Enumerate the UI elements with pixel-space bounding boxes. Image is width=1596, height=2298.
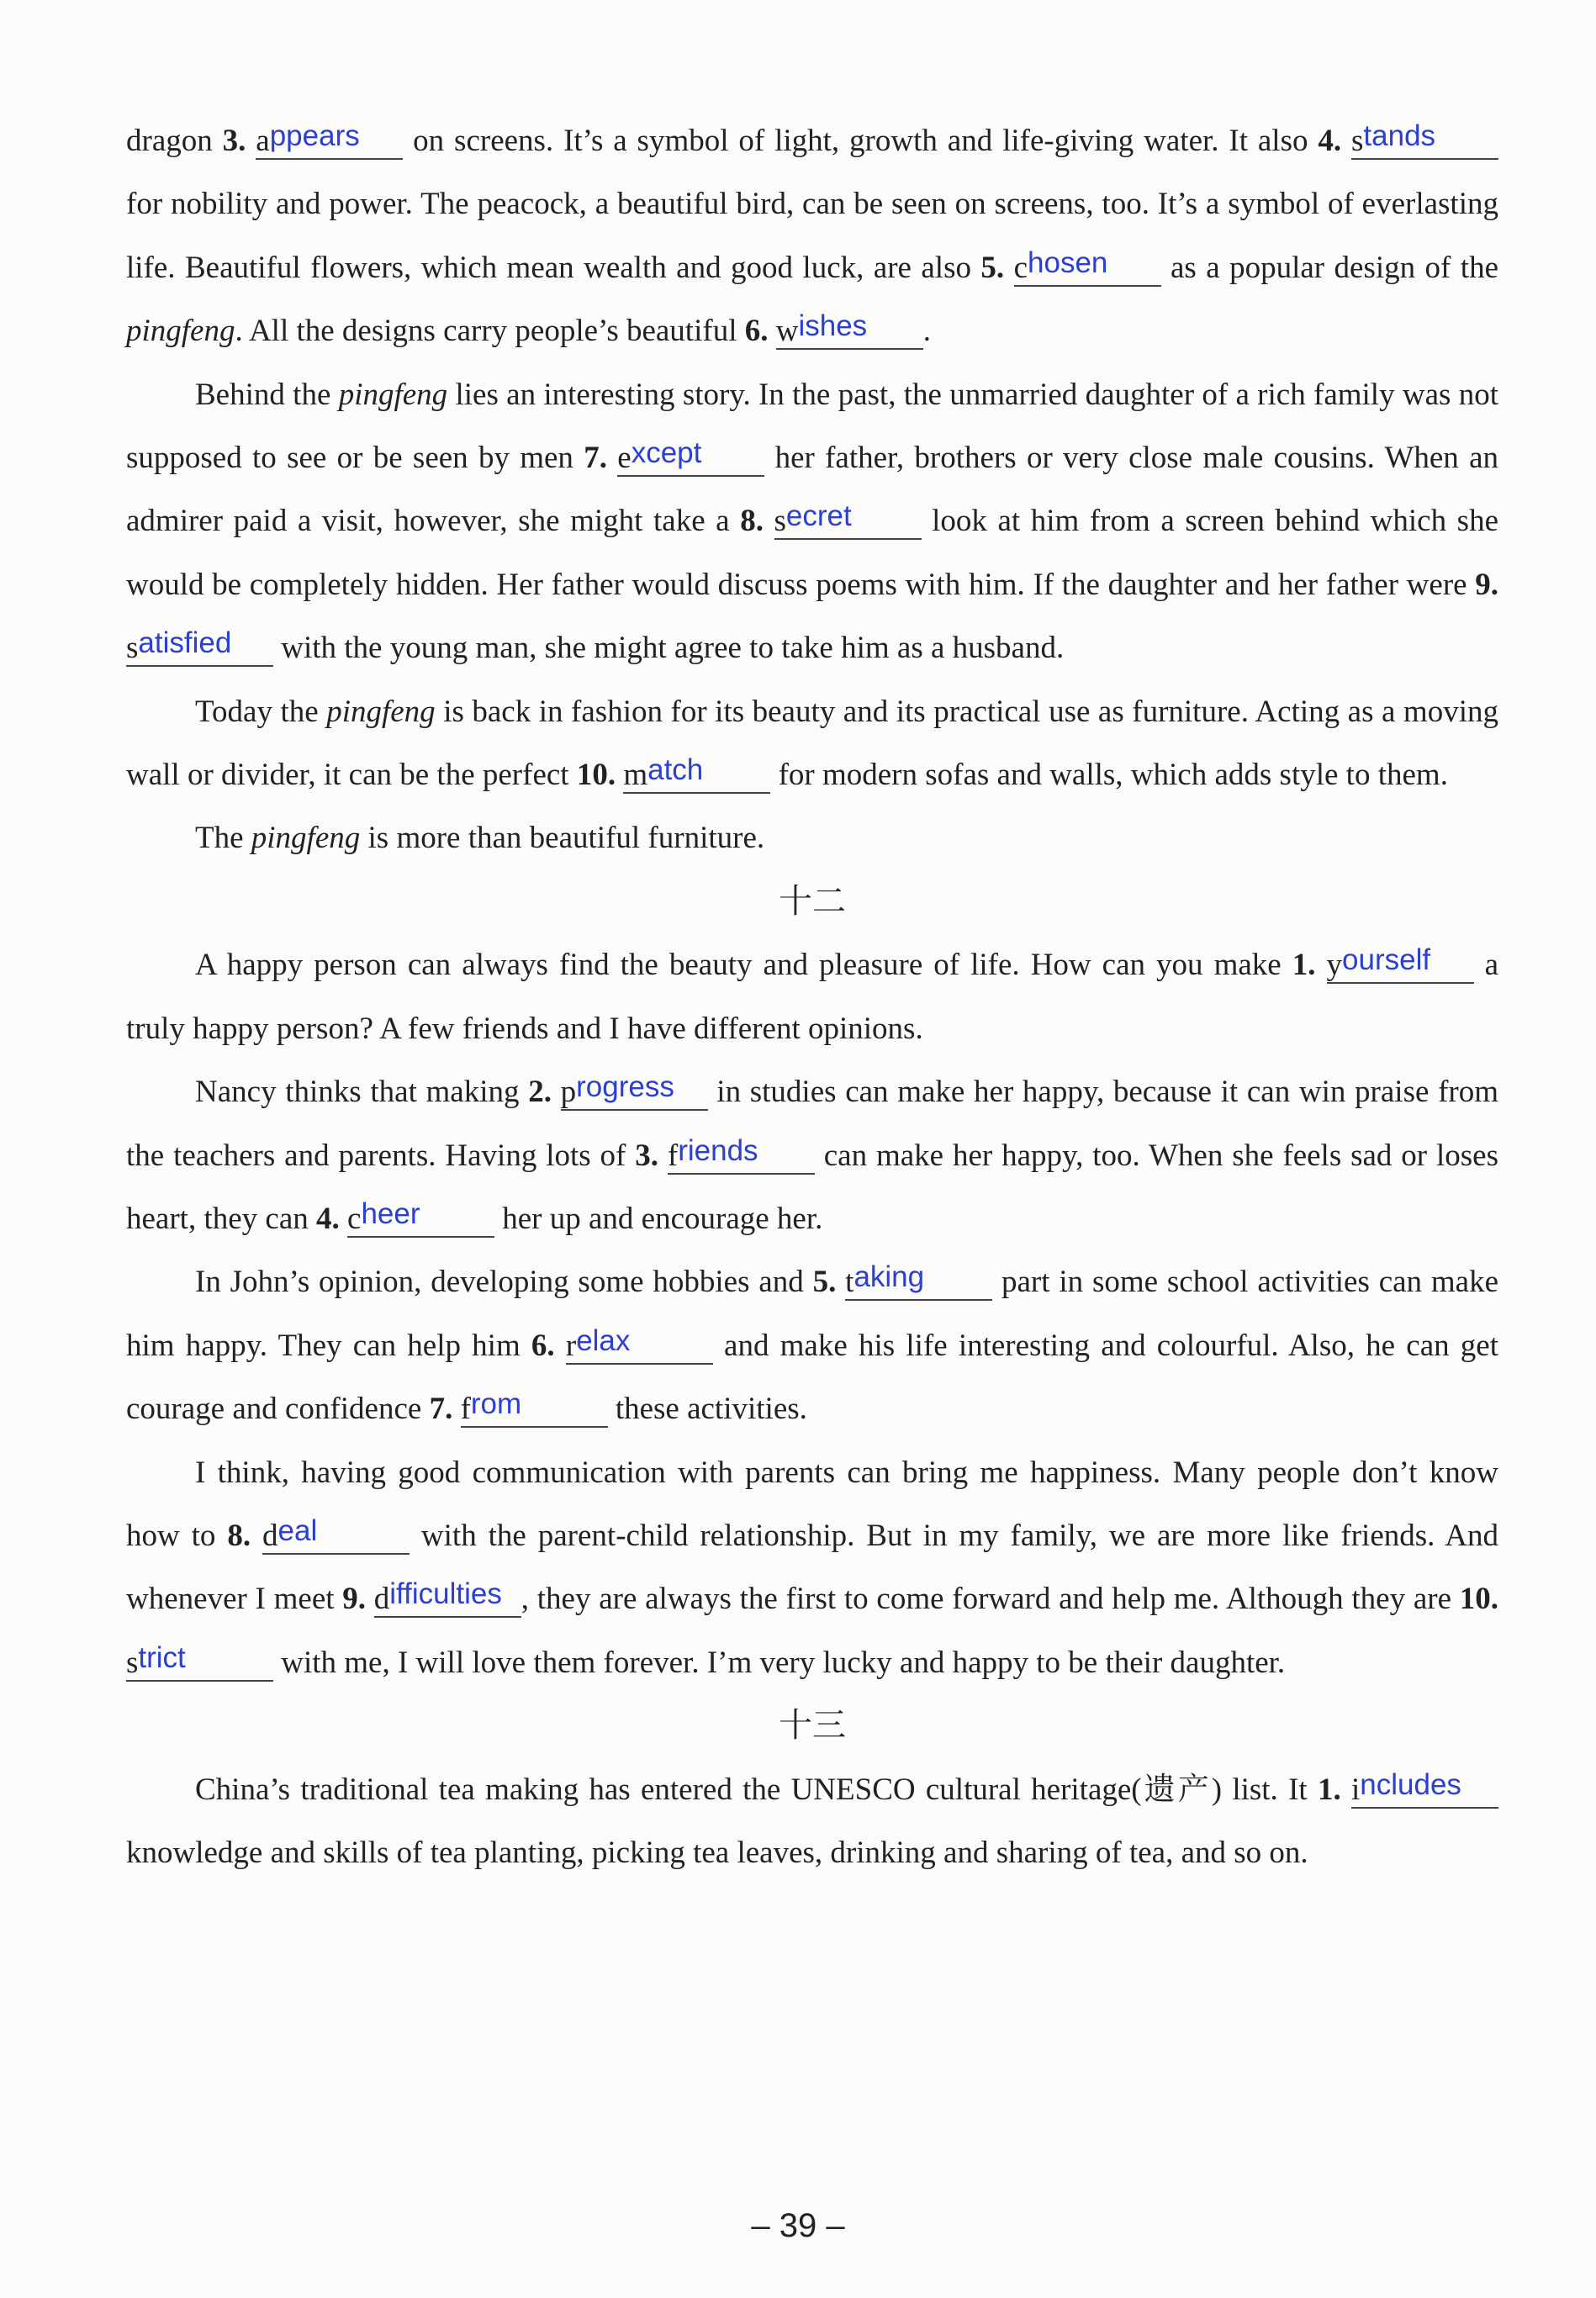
question-number: 10. <box>576 758 616 793</box>
handwritten-answer: ncludes <box>1360 1767 1461 1801</box>
question-number: 2. <box>528 1075 552 1110</box>
question-number: 6. <box>531 1328 555 1363</box>
question-number: 8. <box>227 1518 251 1553</box>
question-number: 8. <box>740 504 764 539</box>
question-number: 5. <box>812 1265 837 1300</box>
passage11-paragraph-2: Behind the pingfeng lies an interesting story. In the past, the unmarried daughter of a rich family was not supposed to see or be seen by men 7. except her father, brothers or very close male cousins. When an admirer paid a visit, however, she might take a 8. secret look at him from a screen behind which she would be completely hidden. Her father would discuss poems with him. If the daughter and her father were 9. satisfied with the young man, she might agree to take him as a husband. <box>126 377 1499 666</box>
passage11-paragraph-3: Today the pingfeng is back in fashion for its beauty and its practical use as furniture. Acting as a moving wall or divider, it can be the perfect 10. match for modern sofas and walls, which adds style to them. <box>126 694 1498 793</box>
passage12-paragraph-4: I think, having good communication with parents can bring me happiness. Many people don’t know how to 8. deal with the parent-child relationship. But in my family, we are more like friends. And whenever I meet 9. difficulties , they are always the first to come forward and help me. Although they are 10. strict with me, I will love them forever. I’m very lucky and happy to be their daughter. <box>126 1455 1499 1680</box>
answer-blank-9[interactable]: difficulties <box>374 1582 521 1618</box>
handwritten-answer: tands <box>1363 119 1436 152</box>
question-number: 9. <box>342 1582 367 1617</box>
answer-blank-1[interactable]: yourself <box>1327 948 1474 984</box>
question-number: 5. <box>980 250 1005 285</box>
answer-blank-10[interactable]: match <box>623 758 770 794</box>
answer-blank-5[interactable]: taking <box>845 1265 992 1301</box>
handwritten-answer: heer <box>361 1197 420 1230</box>
handwritten-answer: xcept <box>631 436 702 470</box>
question-number: 4. <box>1318 124 1342 158</box>
section-12-heading: 十二 <box>779 881 846 921</box>
answer-blank-9[interactable]: satisfied <box>126 631 273 667</box>
handwritten-answer: ifficulties <box>389 1577 502 1611</box>
answer-blank-7[interactable]: from <box>461 1392 608 1428</box>
question-number: 9. <box>1475 567 1498 602</box>
passage11-paragraph-4: The pingfeng is more than beautiful furniture. <box>195 821 765 856</box>
answer-blank-8[interactable]: secret <box>774 505 922 540</box>
answer-blank-5[interactable]: chosen <box>1014 251 1161 287</box>
handwritten-answer: rom <box>470 1387 522 1421</box>
passage12-paragraph-3: In John’s opinion, developing some hobbies and 5. taking part in some school activities can make him happy. They can help him 6. relax and make his life interesting and colourful. Also, he can get courage and confidence 7. from these activities. <box>126 1260 1499 1427</box>
question-number: 3. <box>222 124 246 158</box>
answer-blank-3[interactable]: friends <box>668 1139 815 1175</box>
question-number: 7. <box>429 1392 453 1427</box>
handwritten-answer: ourself <box>1342 943 1431 977</box>
italic-term: pingfeng <box>338 377 448 412</box>
question-number: 1. <box>1317 1772 1341 1807</box>
passage11-paragraph-1: dragon 3. appears on screens. It’s a symbol of light, growth and life-giving water. It also 4. stands for nobility and power. The peacock, a beautiful bird, can be seen on screens, too. It’s a symbol of everlasting life. Beautiful flowers, which mean wealth and good luck, are also 5. chosen as a popular design of the pingfeng. All the designs carry people’s beautiful 6. wishes . <box>126 119 1498 349</box>
question-number: 6. <box>744 314 769 349</box>
italic-term: pingfeng <box>251 821 361 856</box>
question-number: 1. <box>1292 948 1316 983</box>
handwritten-answer: rogress <box>576 1070 674 1104</box>
answer-blank-10[interactable]: strict <box>126 1646 273 1682</box>
answer-blank-6[interactable]: relax <box>566 1329 713 1365</box>
passage12-paragraph-1: A happy person can always find the beauty and pleasure of life. How can you make 1. yourself a truly happy person? A few friends and I have different opinions. <box>126 943 1499 1046</box>
handwritten-answer: aking <box>853 1260 925 1294</box>
handwritten-answer: ishes <box>798 309 868 343</box>
handwritten-answer: atch <box>647 753 704 787</box>
answer-blank-1[interactable]: includes <box>1351 1773 1498 1809</box>
italic-term: pingfeng <box>326 694 436 729</box>
handwritten-answer: trict <box>138 1640 186 1674</box>
handwritten-answer: elax <box>576 1323 631 1357</box>
handwritten-answer: riends <box>678 1133 758 1167</box>
passage12-paragraph-2: Nancy thinks that making 2. progress in studies can make her happy, because it can win praise from the teachers and parents. Having lots of 3. friends can make her happy, too. When she feels sad or loses heart, they can 4. cheer her up and encourage her. <box>126 1070 1499 1236</box>
question-number: 4. <box>316 1201 340 1236</box>
handwritten-answer: hosen <box>1028 246 1108 279</box>
text: dragon <box>126 124 223 158</box>
passage13-paragraph-1: China’s traditional tea making has entered the UNESCO cultural heritage(遗产) list. It 1. includes knowledge and skills of tea planting, picking tea leaves, drinking and sharing of tea, and so on. <box>126 1758 1498 1885</box>
answer-blank-3[interactable]: appears <box>256 124 403 160</box>
section-13-heading: 十三 <box>779 1706 846 1746</box>
answer-blank-6[interactable]: wishes <box>776 314 923 350</box>
handwritten-answer: ecret <box>785 499 852 533</box>
handwritten-answer: eal <box>277 1514 318 1547</box>
handwritten-answer: ppears <box>269 119 360 152</box>
italic-term: pingfeng <box>126 314 235 349</box>
question-number: 3. <box>635 1138 658 1173</box>
answer-blank-2[interactable]: progress <box>561 1075 708 1111</box>
answer-blank-4[interactable]: stands <box>1351 124 1498 160</box>
answer-blank-4[interactable]: cheer <box>347 1202 494 1238</box>
handwritten-answer: atisfied <box>138 626 232 660</box>
answer-blank-7[interactable]: except <box>617 441 764 477</box>
question-number: 10. <box>1459 1582 1499 1617</box>
page-number: – 39 – <box>751 2207 845 2244</box>
question-number: 7. <box>584 441 607 476</box>
answer-blank-8[interactable]: deal <box>262 1519 410 1555</box>
